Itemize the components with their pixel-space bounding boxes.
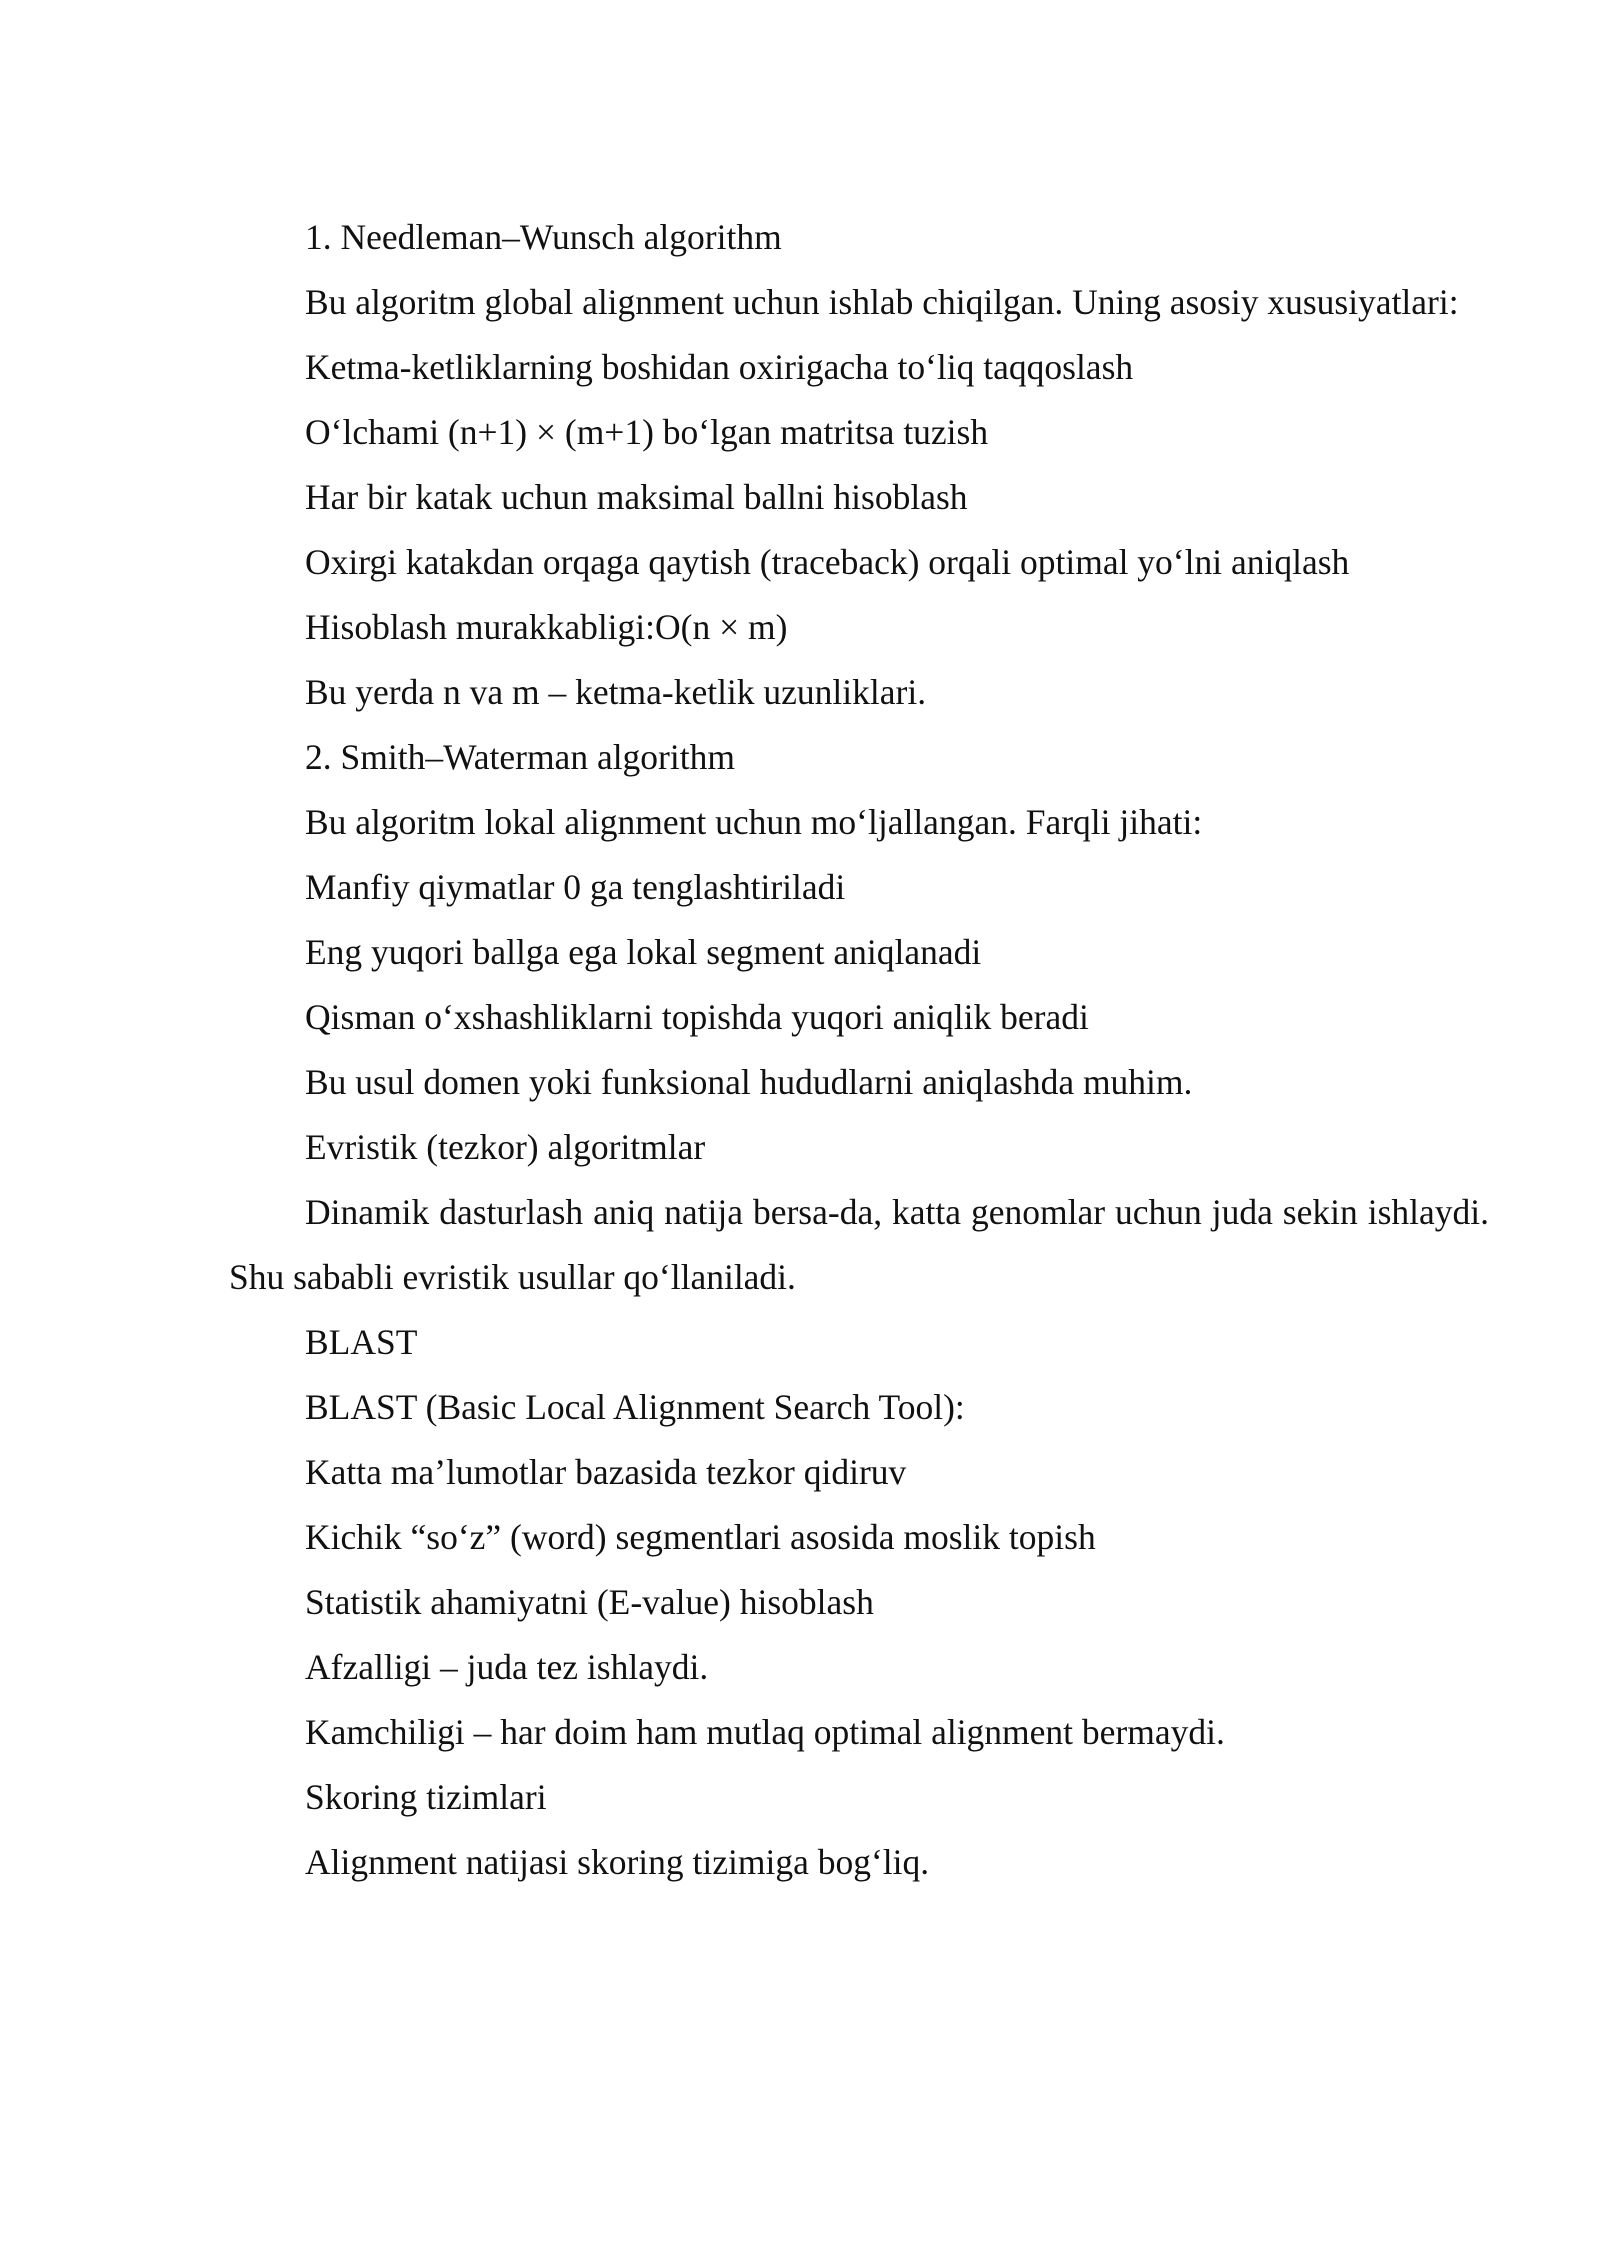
section-heading-heuristic: Evristik (tezkor) algoritmlar [305, 1127, 706, 1167]
list-item: Statistik ahamiyatni (E-value) hisoblash [305, 1582, 874, 1622]
section-heading-blast: BLAST [305, 1322, 418, 1362]
section-heading-needleman-wunsch: 1. Needleman–Wunsch algorithm [305, 217, 782, 257]
paragraph-text: Dinamik dasturlash aniq natija bersa-da, katta genomlar uchun juda sekin ishlaydi. Shu sababli evristik usullar qo‘llaniladi. [229, 1192, 1489, 1297]
list-item: Qisman o‘xshashliklarni topishda yuqori aniqlik beradi [305, 997, 1089, 1037]
document-page [229, 205, 1489, 1895]
list-item: O‘lchami (n+1) × (m+1) bo‘lgan matritsa tuzish [305, 412, 989, 452]
paragraph-intro-global: Bu algoritm global alignment uchun ishlab chiqilgan. Uning asosiy xususiyatlari: [305, 282, 1459, 322]
list-item: Oxirgi katakdan orqaga qaytish (traceback) orqali optimal yo‘lni aniqlash [305, 542, 1350, 582]
list-item: Kichik “so‘z” (word) segmentlari asosida moslik topish [305, 1517, 1096, 1557]
section-heading-smith-waterman: 2. Smith–Waterman algorithm [305, 737, 735, 777]
paragraph-text: Bu yerda n va m – ketma-ketlik uzunliklari. [305, 672, 927, 712]
paragraph-text: Afzalligi – juda tez ishlaydi. [305, 1647, 709, 1687]
list-item: Ketma-ketliklarning boshidan oxirigacha to‘liq taqqoslash [305, 347, 1134, 387]
list-item: Hisoblash murakkabligi:O(n × m) [305, 607, 788, 647]
list-item: Eng yuqori ballga ega lokal segment aniqlanadi [305, 932, 982, 972]
paragraph-text: Bu usul domen yoki funksional hududlarni aniqlashda muhim. [305, 1062, 1193, 1102]
section-heading-scoring: Skoring tizimlari [305, 1777, 547, 1817]
paragraph-text: Alignment natijasi skoring tizimiga bog‘liq. [305, 1842, 930, 1882]
list-item: Manfiy qiymatlar 0 ga tenglashtiriladi [305, 867, 846, 907]
paragraph-text: BLAST (Basic Local Alignment Search Tool): [305, 1387, 965, 1427]
paragraph-intro-local: Bu algoritm lokal alignment uchun mo‘ljallangan. Farqli jihati: [305, 802, 1203, 842]
list-item: Katta ma’lumotlar bazasida tezkor qidiruv [305, 1452, 907, 1492]
paragraph-text: Kamchiligi – har doim ham mutlaq optimal alignment bermaydi. [305, 1712, 1225, 1752]
list-item: Har bir katak uchun maksimal ballni hisoblash [305, 477, 968, 517]
